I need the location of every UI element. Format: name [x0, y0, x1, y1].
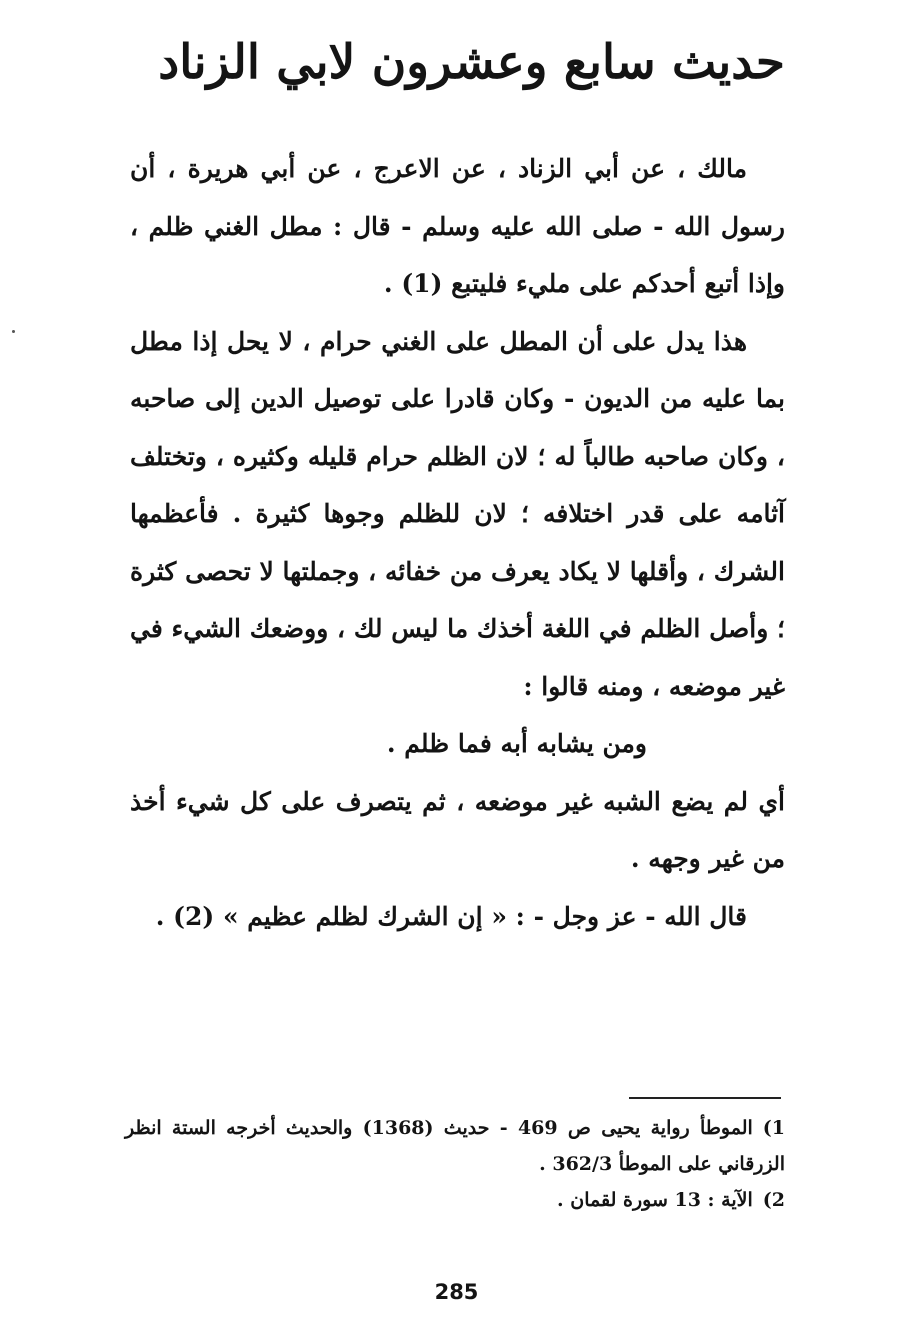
footnote-separator: [629, 1097, 781, 1099]
footnote-text: الآية : 13 سورة لقمان .: [557, 1189, 753, 1211]
paragraph-quran: قال الله - عز وجل - : « إن الشرك لظلم عظيم » (2) .: [155, 901, 747, 931]
footnote-1: [125, 1110, 785, 1182]
paragraph-explanation: أي لم يضع الشبه غير موضعه ، ثم يتصرف على كل شيء أخذ من غير وجهه .: [130, 786, 785, 873]
paragraph-hadith: مالك ، عن أبي الزناد ، عن الاعرج ، عن أبي هريرة ، أن رسول الله - صلى الله عليه وسلم - قال : مطل الغني ظلم ، وإذا أتبع أحدكم على مليء فليتبع (1) .: [130, 154, 785, 298]
page-number: 285: [434, 1280, 479, 1304]
chapter-title: حديث سابع وعشرون لابي الزناد: [158, 35, 785, 90]
main-text: [130, 140, 785, 945]
paragraph-commentary: هذا يدل على أن المطل على الغني حرام ، لا يحل إذا مطل بما عليه من الديون - وكان قادرا على توصيل الدين إلى صاحبه ، وكان صاحبه طالباً له ؛ لان الظلم حرام قليله وكثيره ، وتختلف آثامه على قدر اختلافه ؛ لان للظلم وجوها كثيرة . فأعظمها الشرك ، وأقلها لا يكاد يعرف من خفائه ، وجملتها لا تحصى كثرة ؛ وأصل الظلم في اللغة أخذك ما ليس لك ، ووضعك الشيء في غير موضعه ، ومنه قالوا :: [130, 326, 785, 701]
margin-speck: [12, 330, 15, 333]
poetry-verse: ومن يشابه أبه فما ظلم .: [386, 729, 647, 758]
footnote-number: (1: [762, 1117, 786, 1139]
footnote-text: الموطأ رواية يحيى ص 469 - حديث (1368) والحديث أخرجه الستة انظر الزرقاني على الموطأ 362/3 .: [125, 1117, 785, 1175]
footnote-2: [125, 1182, 785, 1218]
footnotes: [125, 1110, 785, 1218]
footnote-number: (2: [762, 1189, 785, 1211]
